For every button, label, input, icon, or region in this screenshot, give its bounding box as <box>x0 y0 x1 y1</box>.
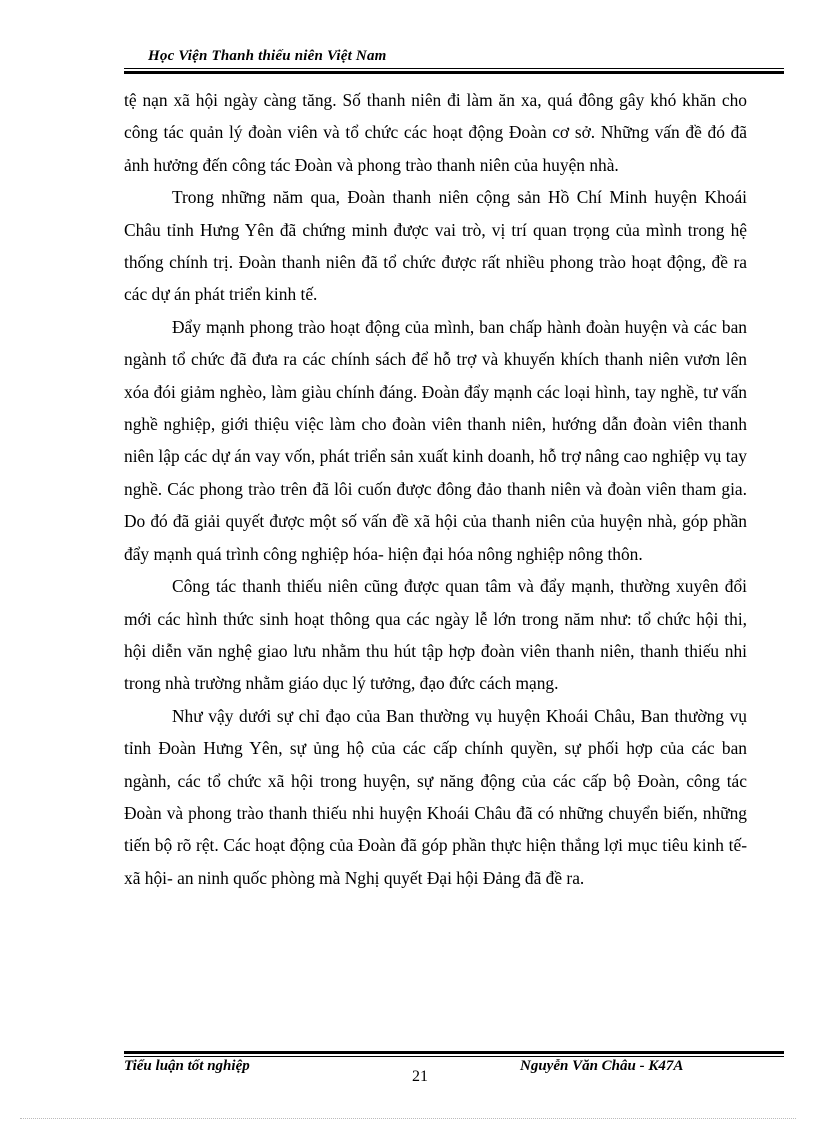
paragraph-5: Như vậy dưới sự chỉ đạo của Ban thường vụ huyện Khoái Châu, Ban thường vụ tỉnh Đoàn Hưng Yên, sự ủng hộ của các cấp chính quyền, sự phối hợp của các ban ngành, các tổ chức xã hội trong huyện, sự năng động của các cấp bộ Đoàn, công tác Đoàn và phong trào thanh thiếu nhi huyện Khoái Châu đã có những chuyển biến, những tiến bộ rõ rệt. Các hoạt động của Đoàn đã góp phần thực hiện thắng lợi mục tiêu kinh tế- xã hội- an ninh quốc phòng mà Nghị quyết Đại hội Đảng đã đề ra. <box>124 705 747 888</box>
paragraph-2: Trong những năm qua, Đoàn thanh niên cộng sản Hồ Chí Minh huyện Khoái Châu tỉnh Hưng Yên đã chứng minh được vai trò, vị trí quan trọng của mình trong hệ thống chính trị. Đoàn thanh niên đã tổ chức được rất nhiều phong trào hoạt động, đề ra các dự án phát triển kinh tế. <box>124 187 747 305</box>
header-title: Học Viện Thanh thiếu niên Việt Nam <box>148 48 387 64</box>
page-number: 21 <box>412 1068 428 1085</box>
page-edge-divider <box>20 1118 796 1119</box>
header-rule-thin <box>124 68 784 69</box>
paragraph-3: Đẩy mạnh phong trào hoạt động của mình, ban chấp hành đoàn huyện và các ban ngành tổ chức đã đưa ra các chính sách để hỗ trợ và khuyến khích thanh niên vươn lên xóa đói giảm nghèo, làm giàu chính đáng. Đoàn đẩy mạnh các loại hình, tay nghề, tư vấn nghề nghiệp, giới thiệu việc làm cho đoàn viên thanh niên, hướng dẫn đoàn viên thanh niên lập các dự án vay vốn, phát triển sản xuất kinh doanh, hỗ trợ nâng cao nghiệp vụ tay nghề. Các phong trào trên đã lôi cuốn được đông đảo thanh niên và đoàn viên tham gia. Do đó đã giải quyết được một số vấn đề xã hội của thanh niên của huyện nhà, góp phần đẩy mạnh quá trình công nghiệp hóa- hiện đại hóa nông nghiệp nông thôn. <box>124 316 747 564</box>
paragraph-4: Công tác thanh thiếu niên cũng được quan tâm và đẩy mạnh, thường xuyên đổi mới các hình thức sinh hoạt thông qua các ngày lễ lớn trong năm như: tổ chức hội thi, hội diễn văn nghệ giao lưu nhằm thu hút tập hợp đoàn viên thanh niên, thanh thiếu nhi trong nhà trường nhằm giáo dục lý tưởng, đạo đức cách mạng. <box>124 576 747 694</box>
footer-rule-thin <box>124 1056 784 1057</box>
footer-rule-thick <box>124 1051 784 1054</box>
paragraph-1: tệ nạn xã hội ngày càng tăng. Số thanh niên đi làm ăn xa, quá đông gây khó khăn cho công tác quản lý đoàn viên và tổ chức các hoạt động Đoàn cơ sở. Những vấn đề đó đã ảnh hưởng đến công tác Đoàn và phong trào thanh niên của huyện nhà. <box>124 90 747 175</box>
footer-left-text: Tiểu luận tốt nghiệp <box>124 1058 250 1074</box>
footer-right-text: Nguyễn Văn Châu - K47A <box>520 1058 684 1074</box>
header-rule-thick <box>124 71 784 74</box>
body-text <box>124 84 747 894</box>
